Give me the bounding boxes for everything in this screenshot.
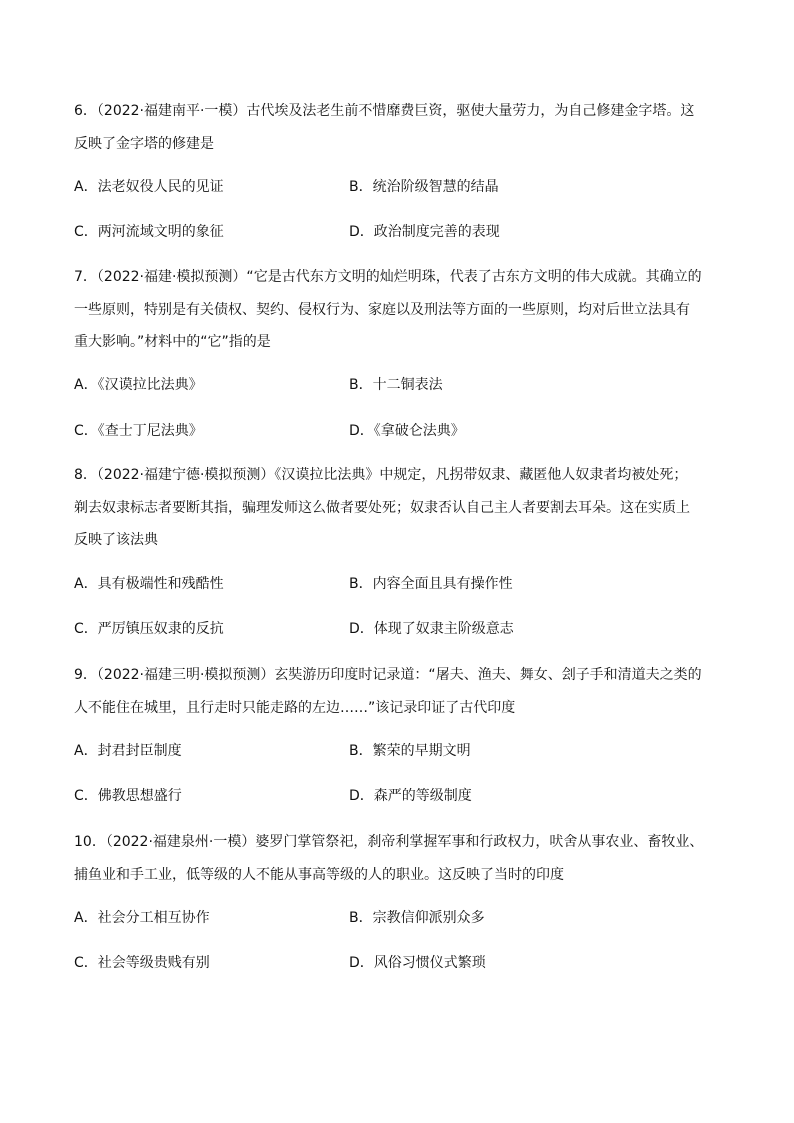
question-6-stem — [74, 95, 724, 160]
question-6-option-a[interactable]: A．法老奴役人民的见证 — [74, 179, 224, 195]
stem-line: 捕鱼业和手工业，低等级的人不能从事高等级的人的职业。这反映了当时的印度 — [74, 866, 564, 883]
stem-line: 重大影响。”材料中的“它”指的是 — [74, 334, 271, 350]
question-10-option-c[interactable]: C．社会等级贵贱有别 — [74, 955, 210, 971]
question-10-stem — [74, 826, 724, 891]
question-6-option-d[interactable]: D．政治制度完善的表现 — [349, 224, 500, 240]
stem-line: 9．（2022·福建三明·模拟预测）玄奘游历印度时记录道：“屠夫、渔夫、舞女、刽子手和清道夫之类的 — [74, 667, 702, 683]
question-9-option-c[interactable]: C．佛教思想盛行 — [74, 788, 182, 804]
stem-line: 剃去奴隶标志者要断其指，骗理发师这么做者要处死；奴隶否认自己主人者要割去耳朵。这在实质上 — [74, 499, 690, 516]
question-9-stem — [74, 659, 724, 724]
question-7-option-c[interactable]: C．《查士丁尼法典》 — [74, 423, 203, 439]
stem-line: 人不能住在城里，且行走时只能走路的左边……”该记录印证了古代印度 — [74, 699, 516, 716]
question-10-option-a[interactable]: A．社会分工相互协作 — [74, 910, 210, 926]
stem-line: 反映了该法典 — [74, 532, 158, 548]
question-10-option-b[interactable]: B．宗教信仰派别众多 — [349, 910, 485, 926]
question-8-option-d[interactable]: D．体现了奴隶主阶级意志 — [349, 621, 514, 637]
question-7-option-d[interactable]: D．《拿破仑法典》 — [349, 423, 465, 439]
question-7-stem — [74, 261, 724, 359]
question-6-option-c[interactable]: C．两河流域文明的象征 — [74, 224, 224, 240]
question-8-option-c[interactable]: C．严厉镇压奴隶的反抗 — [74, 621, 224, 637]
question-7-option-b[interactable]: B．十二铜表法 — [349, 377, 443, 393]
question-8-stem — [74, 459, 724, 557]
stem-line: 10．（2022·福建泉州·一模）婆罗门掌管祭祀，刹帝利掌握军事和行政权力，吠舍从事农业、畜牧业、 — [74, 834, 704, 850]
stem-line: 8．（2022·福建宁德·模拟预测）《汉谟拉比法典》中规定，凡拐带奴隶、藏匿他人奴隶者均被处死； — [74, 467, 688, 483]
question-9-option-a[interactable]: A．封君封臣制度 — [74, 743, 182, 759]
question-8-option-b[interactable]: B．内容全面且具有操作性 — [349, 576, 513, 592]
stem-line: 反映了金字塔的修建是 — [74, 135, 214, 152]
question-7-option-a[interactable]: A．《汉谟拉比法典》 — [74, 377, 203, 393]
question-9-option-d[interactable]: D．森严的等级制度 — [349, 788, 472, 804]
question-9-option-b[interactable]: B．繁荣的早期文明 — [349, 743, 471, 759]
stem-line: 6．（2022·福建南平·一模）古代埃及法老生前不惜靡费巨资，驱使大量劳力，为自己修建金字塔。这 — [74, 103, 695, 119]
stem-line: 一些原则，特别是有关债权、契约、侵权行为、家庭以及刑法等方面的一些原则，均对后世立法具有 — [74, 301, 690, 318]
question-6-option-b[interactable]: B．统治阶级智慧的结晶 — [349, 179, 499, 195]
question-8-option-a[interactable]: A．具有极端性和残酷性 — [74, 576, 224, 592]
question-10-option-d[interactable]: D．风俗习惯仪式繁琐 — [349, 955, 486, 971]
stem-line: 7．（2022·福建·模拟预测）“它是古代东方文明的灿烂明珠，代表了古东方文明的伟大成就。其确立的 — [74, 269, 702, 285]
